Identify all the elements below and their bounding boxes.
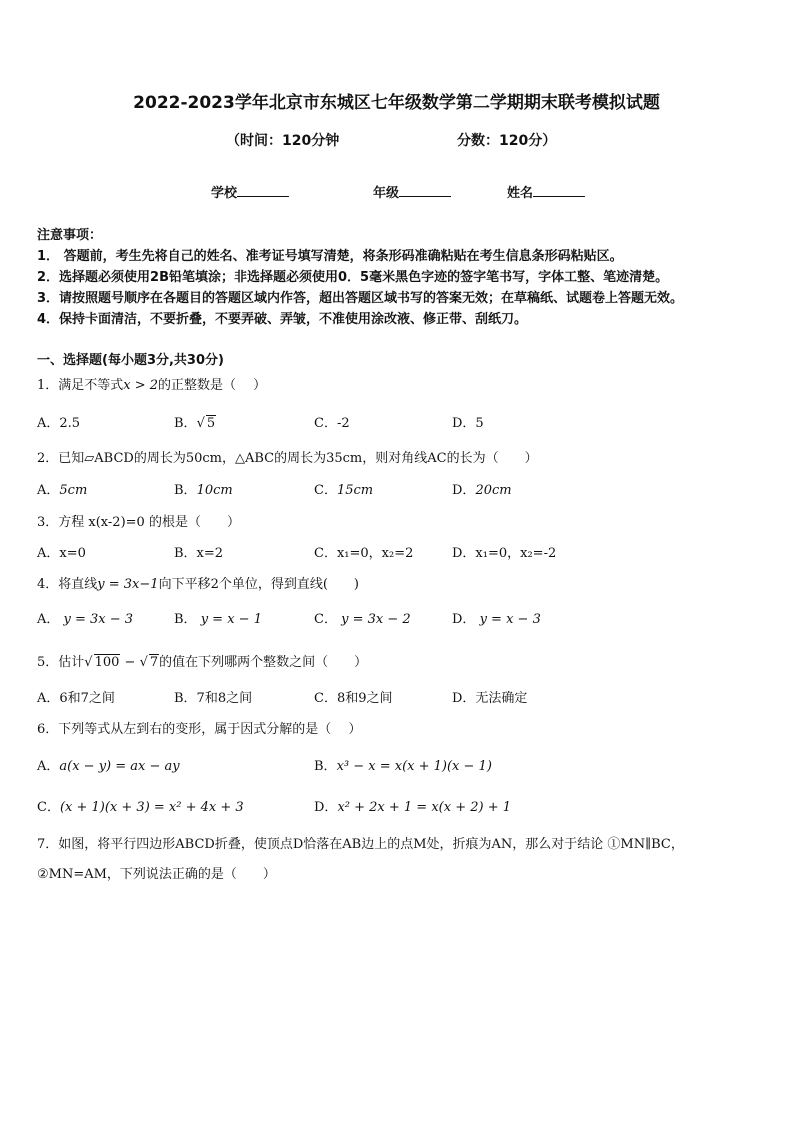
sqrt-sign: √ xyxy=(196,416,205,431)
q1-math: x > 2 xyxy=(123,378,159,393)
q3-option-b: B．x=2 xyxy=(174,546,224,561)
option-label: B． xyxy=(314,759,337,774)
q4-math: y = 3x−1 xyxy=(97,577,159,592)
q6-option-a xyxy=(37,755,180,774)
q5-radicand-1: 100 xyxy=(94,655,120,670)
notice-item: 2．选择题必须使用2B铅笔填涂；非选择题必须使用0．5毫米黑色字迹的签字笔书写，字体工整、笔迹清楚。 xyxy=(37,270,669,285)
school-field xyxy=(211,182,289,201)
option-value: 5cm xyxy=(59,483,88,498)
q1-option-b-radicand: 5 xyxy=(206,416,216,431)
option-value: y = 3x − 3 xyxy=(63,612,134,627)
q4-post: 向下平移2个单位，得到直线( ) xyxy=(158,577,359,592)
q2-option-b xyxy=(174,479,233,498)
option-label: B． xyxy=(174,483,197,498)
q6-option-d xyxy=(314,796,511,815)
q4-option-c xyxy=(314,608,411,627)
name-label: 姓名 xyxy=(507,186,534,201)
option-value: x³ − x = x(x + 1)(x − 1) xyxy=(336,759,492,774)
notice-item: 1． 答题前，考生先将自己的姓名、准考证号填写清楚，将条形码准确粘贴在考生信息条形码粘贴区。 xyxy=(37,249,623,264)
option-value: a(x − y) = ax − ay xyxy=(59,759,180,774)
q3-option-c: C．x₁=0，x₂=2 xyxy=(314,546,414,561)
q1-option-a: A．2.5 xyxy=(37,416,81,431)
q5-post: 的值在下列哪两个整数之间（ ） xyxy=(159,655,368,670)
option-value: x² + 2x + 1 = x(x + 2) + 1 xyxy=(337,800,511,815)
question-1 xyxy=(37,374,266,393)
option-value: 15cm xyxy=(336,483,374,498)
question-7-line-2: ②MN=AM，下列说法正确的是（ ） xyxy=(37,867,276,882)
q2-option-d xyxy=(452,479,512,498)
question-6: 6．下列等式从左到右的变形，属于因式分解的是（ ） xyxy=(37,722,362,737)
q4-option-a xyxy=(37,608,133,627)
sqrt-sign: √ xyxy=(84,655,93,670)
q3-option-d: D．x₁=0，x₂=-2 xyxy=(452,546,557,561)
option-value: y = x − 3 xyxy=(479,612,541,627)
option-label: C． xyxy=(314,483,337,498)
option-label: A． xyxy=(37,483,60,498)
option-value: 20cm xyxy=(475,483,512,498)
q6-option-c xyxy=(37,796,244,815)
grade-field xyxy=(373,182,451,201)
q1-option-b xyxy=(174,412,216,431)
question-4 xyxy=(37,573,359,592)
section-heading: 一、选择题(每小题3分,共30分) xyxy=(37,353,224,368)
q5-minus: − xyxy=(120,655,140,670)
exam-time: （时间：120分钟 xyxy=(226,133,340,149)
name-blank xyxy=(533,184,585,197)
q5-option-c: C．8和9之间 xyxy=(314,691,393,706)
option-value: 10cm xyxy=(196,483,233,498)
question-2: 2．已知▱ABCD的周长为50cm，△ABC的周长为35cm，则对角线AC的长为（ ） xyxy=(37,451,538,466)
notice-heading: 注意事项： xyxy=(37,228,103,243)
option-label: D． xyxy=(452,483,476,498)
option-label: D． xyxy=(314,800,338,815)
q1-option-b-label: B． xyxy=(174,416,197,431)
option-value: y = 3x − 2 xyxy=(341,612,411,627)
q1-option-d: D．5 xyxy=(452,416,484,431)
q3-option-a: A．x=0 xyxy=(37,546,86,561)
q1-post: 的正整数是（ ） xyxy=(158,378,267,393)
question-5 xyxy=(37,651,367,670)
notice-item: 4．保持卡面清洁，不要折叠，不要弄破、弄皱，不准使用涂改液、修正带、刮纸刀。 xyxy=(37,312,528,327)
q5-radicand-2: 7 xyxy=(149,655,159,670)
option-value: y = x − 1 xyxy=(200,612,262,627)
q4-option-b xyxy=(174,608,262,627)
option-value: (x + 1)(x + 3) = x² + 4x + 3 xyxy=(59,800,244,815)
page-title: 2022-2023学年北京市东城区七年级数学第二学期期末联考模拟试题 xyxy=(133,93,660,113)
name-field xyxy=(507,182,585,201)
option-label: A． xyxy=(37,612,60,627)
school-blank xyxy=(237,184,289,197)
q4-pre: 4．将直线 xyxy=(37,577,98,592)
sqrt-sign: √ xyxy=(139,655,148,670)
option-label: C． xyxy=(314,612,337,627)
question-7-line-1: 7．如图，将平行四边形ABCD折叠，使顶点D恰落在AB边上的点M处，折痕为AN，那么对于结论 ①MN∥BC， xyxy=(37,837,684,852)
q2-option-c xyxy=(314,479,373,498)
q1-option-c: C．-2 xyxy=(314,416,350,431)
option-label: C． xyxy=(37,800,60,815)
q2-option-a xyxy=(37,479,87,498)
exam-score: 分数：120分） xyxy=(457,133,557,149)
q4-option-d xyxy=(452,608,541,627)
option-label: B． xyxy=(174,612,197,627)
question-3: 3．方程 x(x-2)=0 的根是（ ） xyxy=(37,515,240,530)
q5-option-d: D．无法确定 xyxy=(452,691,528,706)
school-label: 学校 xyxy=(211,186,238,201)
q1-pre: 1．满足不等式 xyxy=(37,378,124,393)
option-label: A． xyxy=(37,759,60,774)
grade-blank xyxy=(399,184,451,197)
option-label: D． xyxy=(452,612,476,627)
q5-option-b: B．7和8之间 xyxy=(174,691,253,706)
notice-item: 3．请按照题号顺序在各题目的答题区域内作答，超出答题区域书写的答案无效；在草稿纸、试题卷上答题无效。 xyxy=(37,291,684,306)
q5-option-a: A．6和7之间 xyxy=(37,691,115,706)
grade-label: 年级 xyxy=(373,186,400,201)
q5-pre: 5．估计 xyxy=(37,655,85,670)
q6-option-b xyxy=(314,755,492,774)
